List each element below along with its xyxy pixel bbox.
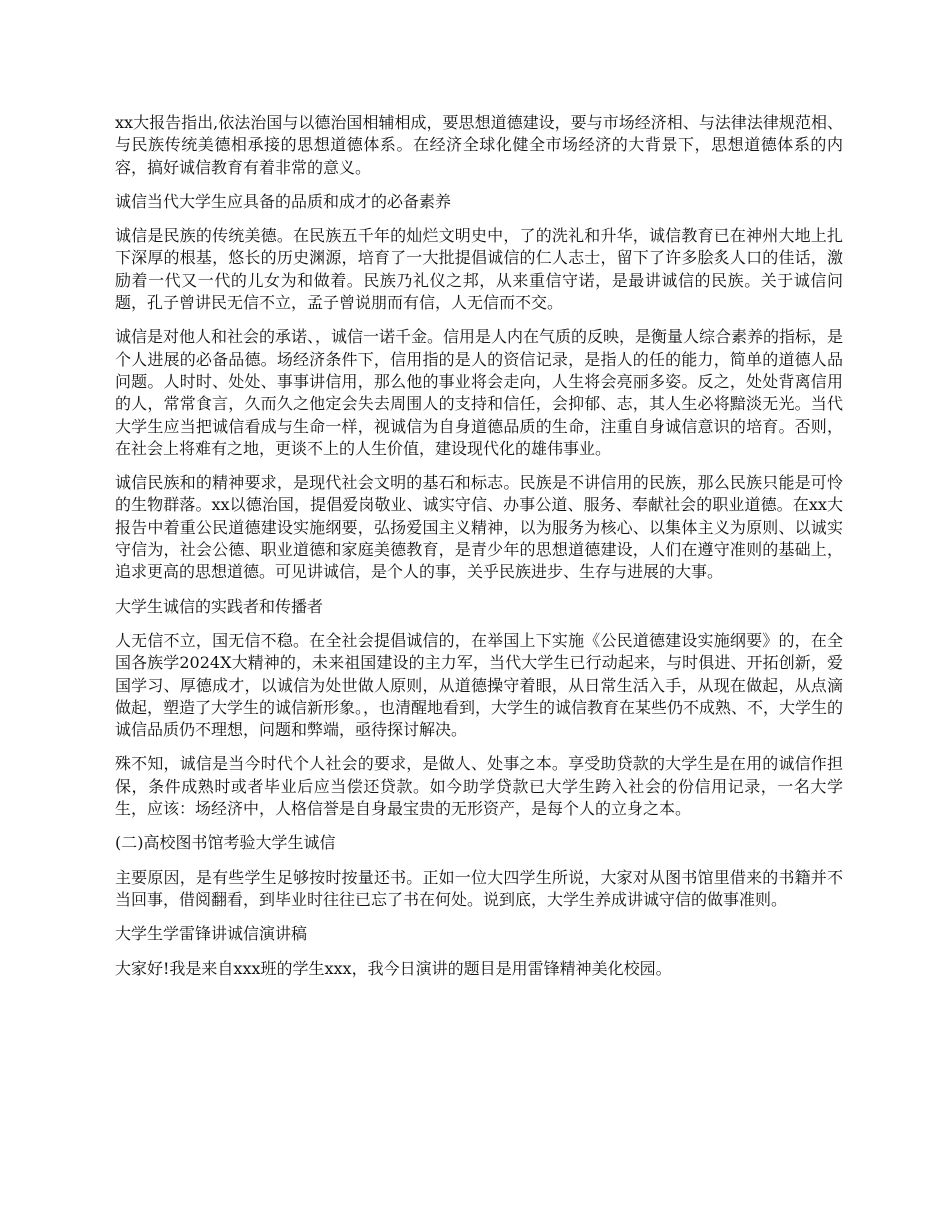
paragraph: 大家好!我是来自xxx班的学生xxx，我今日演讲的题目是用雷锋精神美化校园。	[115, 958, 672, 978]
section-heading: 大学生学雷锋讲诚信演讲稿	[115, 924, 308, 944]
document-body	[115, 112, 843, 992]
paragraph: 主要原因，是有些学生足够按时按量还书。正如一位大四学生所说，大家对从图书馆里借来的书籍并不当回事，借阅翻看，到毕业时往往已忘了书在何处。说到底，大学生养成讲诚守信的做事准则。	[115, 867, 843, 909]
section-heading: (二)高校图书馆考验大学生诚信	[115, 833, 336, 853]
paragraph: 殊不知，诚信是当今时代个人社会的要求，是做人、处事之本。享受助贷款的大学生是在用的诚信作担保，条件成熟时或者毕业后应当偿还贷款。如今助学贷款已大学生跨入社会的份信用记录，一名大学生，应该：场经济中，人格信誉是自身最宝贵的无形资产，是每个人的立身之本。	[115, 754, 843, 819]
paragraph: 诚信民族和的精神要求，是现代社会文明的基石和标志。民族是不讲信用的民族，那么民族只能是可怜的生物群落。xx以德治国，提倡爱岗敬业、诚实守信、办事公道、服务、奉献社会的职业道德。在xx大报告中着重公民道德建设实施纲要，弘扬爱国主义精神，以为服务为核心、以集体主义为原则、以诚实守信为，社会公德、职业道德和家庭美德教育，是青少年的思想道德建设，人们在遵守准则的基础上，追求更高的思想道德。可见讲诚信，是个人的事，关乎民族进步、生存与进展的大事。	[115, 473, 843, 582]
paragraph: 诚信是民族的传统美德。在民族五千年的灿烂文明史中，了的洗礼和升华，诚信教育已在神州大地上扎下深厚的根基，悠长的历史渊源，培育了一大批提倡诚信的仁人志士，留下了许多脍炙人口的佳话，激励着一代又一代的儿女为和做着。民族乃礼仪之邦，从来重信守诺，是最讲诚信的民族。关于诚信问题，孔子曾讲民无信不立，孟子曾说朋而有信，人无信而不交。	[115, 226, 843, 313]
section-heading: 大学生诚信的实践者和传播者	[115, 596, 324, 616]
paragraph: xx大报告指出,依法治国与以德治国相辅相成，要思想道德建设，要与市场经济相、与法律法律规范相、与民族传统美德相承接的思想道德体系。在经济全球化健全市场经济的大背景下，思想道德体系的内容，搞好诚信教育有着非常的意义。	[115, 113, 843, 177]
section-heading: 诚信当代大学生应具备的品质和成才的必备素养	[115, 191, 452, 211]
paragraph: 诚信是对他人和社会的承诺、，诚信一诺千金。信用是人内在气质的反映，是衡量人综合素养的指标，是个人进展的必备品德。场经济条件下，信用指的是人的资信记录，是指人的任的能力，简单的道德人品问题。人时时、处处、事事讲信用，那么他的事业将会走向，人生将会亮丽多姿。反之，处处背离信用的人，常常食言，久而久之他定会失去周围人的支持和信任，会抑郁、志，其人生必将黯淡无光。当代大学生应当把诚信看成与生命一样，视诚信为自身道德品质的生命，注重自身诚信意识的培育。否则，在社会上将难有之地，更谈不上的人生价值，建设现代化的雄伟事业。	[115, 327, 844, 458]
paragraph: 人无信不立，国无信不稳。在全社会提倡诚信的，在举国上下实施《公民道德建设实施纲要》的，在全国各族学2024X大精神的，未来祖国建设的主力军，当代大学生已行动起来，与时俱进、开拓创新，爱国学习、厚德成才，以诚信为处世做人原则，从道德操守着眼，从日常生活入手，从现在做起，从点滴做起，塑造了大学生的诚信新形象。，也清醒地看到，大学生的诚信教育在某些仍不成熟、不，大学生的诚信品质仍不理想，问题和弊端，亟待探讨解决。	[115, 630, 844, 740]
